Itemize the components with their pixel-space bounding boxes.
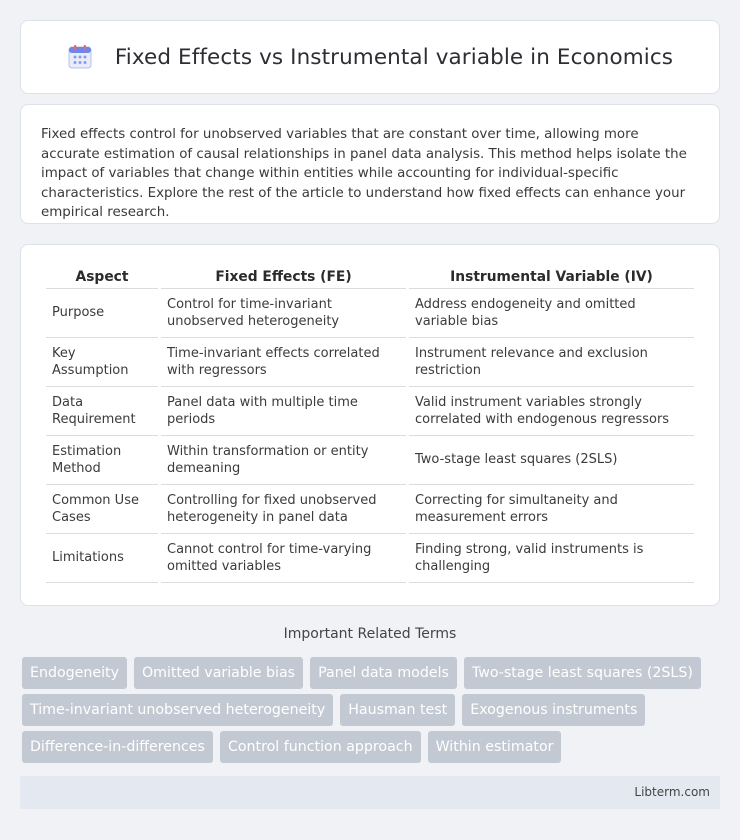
footer: [20, 776, 720, 809]
row-iv: Instrument relevance and exclusion restriction: [409, 338, 694, 387]
table-row: [46, 436, 694, 485]
row-fe: Within transformation or entity demeaning: [161, 436, 406, 485]
intro-text: Fixed effects control for unobserved variables that are constant over time, allowing more accurate estimation of causal relationships in panel data analysis. This method helps isolate the impact of variables that change within entities while accounting for individual-specific characteristics. Explore the rest of the article to understand how fixed effects can enhance your empirical research.: [41, 127, 687, 220]
table-card: [20, 244, 720, 606]
table-row: [46, 289, 694, 338]
tag-omitted-variable-bias[interactable]: Omitted variable bias: [134, 657, 303, 689]
page-title: Fixed Effects vs Instrumental variable in Economics: [114, 44, 674, 70]
table-row: [46, 387, 694, 436]
table-row: [46, 485, 694, 534]
tag-difference-in-differences[interactable]: Difference-in-differences: [22, 731, 213, 763]
row-iv: Correcting for simultaneity and measurement errors: [409, 485, 694, 534]
tag-hausman-test[interactable]: Hausman test: [340, 694, 455, 726]
table-header-row: [46, 265, 694, 289]
table-row: [46, 338, 694, 387]
row-iv: Finding strong, valid instruments is challenging: [409, 534, 694, 583]
table-row: [46, 534, 694, 583]
header-fixed-effects: Fixed Effects (FE): [161, 265, 406, 289]
tag-within-estimator[interactable]: Within estimator: [428, 731, 562, 763]
calendar-icon: [67, 44, 93, 70]
tag-exogenous-instruments[interactable]: Exogenous instruments: [462, 694, 645, 726]
tag-endogeneity[interactable]: Endogeneity: [22, 657, 127, 689]
row-aspect: Data Requirement: [46, 387, 158, 436]
related-terms-title: Important Related Terms: [283, 626, 457, 642]
title-card: [20, 20, 720, 94]
row-aspect: Common Use Cases: [46, 485, 158, 534]
tag-control-function-approach[interactable]: Control function approach: [220, 731, 421, 763]
tag-two-stage-least-squares[interactable]: Two-stage least squares (2SLS): [464, 657, 701, 689]
row-iv: Address endogeneity and omitted variable bias: [409, 289, 694, 338]
row-aspect: Limitations: [46, 534, 158, 583]
row-fe: Controlling for fixed unobserved heterogeneity in panel data: [161, 485, 406, 534]
footer-site-link[interactable]: Libterm.com: [634, 785, 710, 799]
row-fe: Cannot control for time-varying omitted variables: [161, 534, 406, 583]
related-terms-tags: [22, 657, 722, 768]
row-iv: Two-stage least squares (2SLS): [409, 436, 694, 485]
intro-card: [20, 104, 720, 224]
comparison-table: [43, 265, 697, 583]
row-fe: Panel data with multiple time periods: [161, 387, 406, 436]
tag-time-invariant-heterogeneity[interactable]: Time-invariant unobserved heterogeneity: [22, 694, 333, 726]
header-aspect: Aspect: [46, 265, 158, 289]
row-fe: Time-invariant effects correlated with regressors: [161, 338, 406, 387]
tag-panel-data-models[interactable]: Panel data models: [310, 657, 457, 689]
row-aspect: Key Assumption: [46, 338, 158, 387]
header-instrumental-variable: Instrumental Variable (IV): [409, 265, 694, 289]
row-iv: Valid instrument variables strongly correlated with endogenous regressors: [409, 387, 694, 436]
row-aspect: Estimation Method: [46, 436, 158, 485]
row-fe: Control for time-invariant unobserved heterogeneity: [161, 289, 406, 338]
row-aspect: Purpose: [46, 289, 158, 338]
